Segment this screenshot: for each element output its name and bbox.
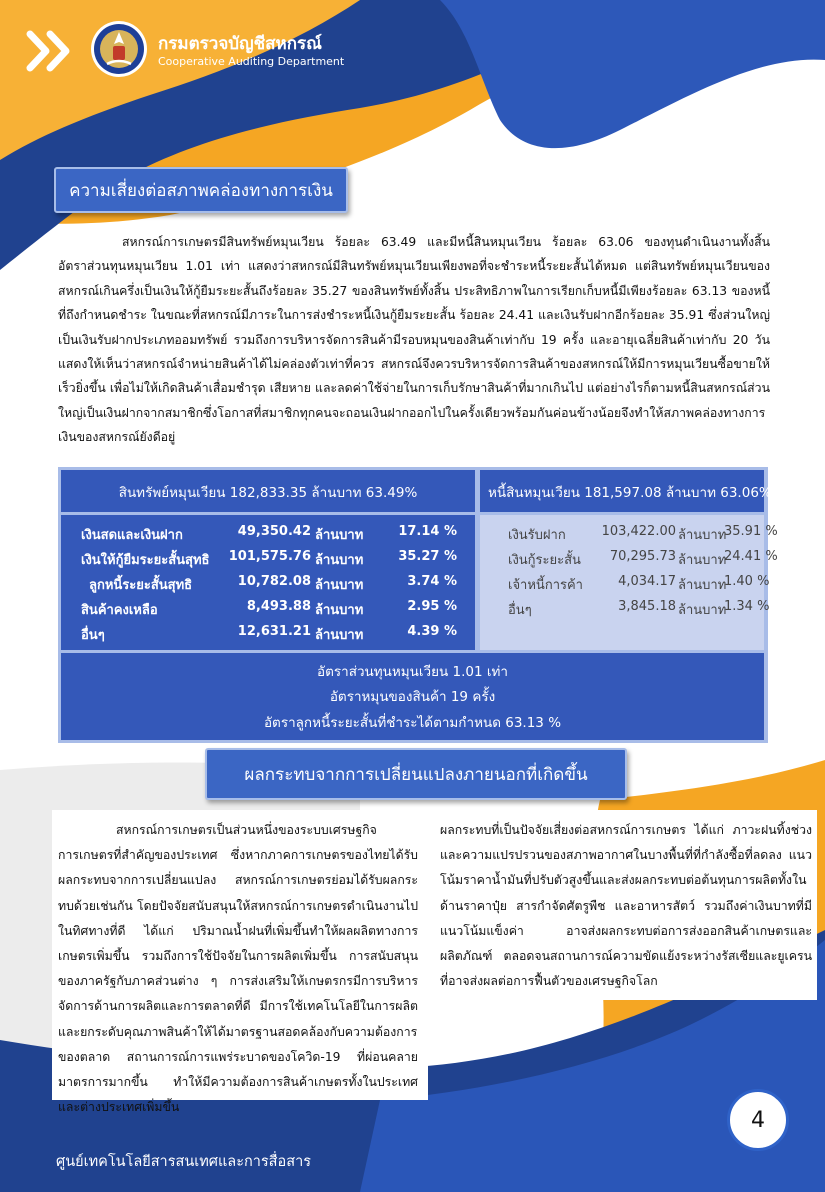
asset-unit: ล้านบาท: [315, 528, 364, 543]
org-name-english: Cooperative Auditing Department: [158, 55, 345, 68]
liability-amount: 103,422.00: [601, 524, 676, 539]
financial-summary-box: [58, 467, 778, 743]
liability-label: เจ้าหนี้การค้า: [508, 578, 583, 593]
working-capital-ratio: อัตราส่วนทุนหมุนเวียน 1.01 เท่า: [317, 664, 508, 680]
asset-amount: 12,631.21: [237, 624, 311, 639]
receivable-collection-rate: อัตราลูกหนี้ระยะสั้นที่ชำระได้ตามกำหนด 63.13 %: [263, 715, 562, 731]
external-impact-left-paragraph: สหกรณ์การเกษตรเป็นส่วนหนึ่งของระบบเศรษฐกิจการเกษตรที่สำคัญของประเทศ ซึ่งหากภาคการเกษตรของไทยได้รับผลกระทบจากการเปลี่ยนแปลง สหกรณ์การเกษตรย่อมได้รับผลกระทบด้วยเช่นกัน โดยปัจจัยสนับสนุนให้สหกรณ์การเกษตรดำเนินงานไปในทิศทางที่ดี ได้แก่ ปริมาณน้ำฝนที่เพิ่มขึ้นทำให้ผลผลิตทางการเกษตรเพิ่มขึ้น รวมถึงการใช้ปัจจัยในการผลิตเพิ่มขึ้น การสนับสนุนของภาครัฐกับภาคส่วนต่าง ๆ การส่งเสริมให้เกษตรกรมีการบริหารจัดการด้านการผลิตและการตลาดที่ดี มีการใช้เทคโนโลยีในการผลิตและยกระดับคุณภาพสินค้าให้ได้มาตรฐานสอดคล้องกับความต้องการของตลาด สถานการณ์การแพร่ระบาดของโควิด-19 ที่ผ่อนคลายมาตรการมากขึ้น ทำให้มีความต้องการสินค้าเกษตรทั้งในประเทศและต่างประเทศเพิ่มขึ้น: [58, 823, 418, 1115]
liability-amount: 3,845.18: [618, 599, 676, 614]
current-assets-header: [61, 470, 475, 512]
asset-amount: 10,782.08: [237, 574, 311, 589]
page-header: [0, 0, 825, 110]
footer-text: ศูนย์เทคโนโลยีสารสนเทศและการสื่อสาร: [56, 1154, 312, 1170]
inventory-turnover: อัตราหมุนของสินค้า 19 ครั้ง: [329, 689, 496, 705]
asset-percent: 17.14 %: [398, 524, 457, 539]
asset-label: เงินให้กู้ยืมระยะสั้นสุทธิ: [81, 553, 210, 568]
asset-amount: 49,350.42: [237, 524, 311, 539]
current-assets-title: สินทรัพย์หมุนเวียน 182,833.35 ล้านบาท 63.49%: [118, 485, 418, 501]
liability-unit: ล้านบาท: [678, 553, 727, 568]
asset-percent: 4.39 %: [407, 624, 457, 639]
current-liabilities-header: [480, 470, 772, 512]
liability-label: เงินกู้ระยะสั้น: [508, 553, 581, 568]
asset-unit: ล้านบาท: [315, 628, 364, 643]
ratios-panel: [61, 653, 764, 740]
current-liabilities-title: หนี้สินหมุนเวียน 181,597.08 ล้านบาท 63.06%: [488, 485, 772, 501]
current-assets-list: [61, 515, 475, 650]
asset-label: สินค้าคงเหลือ: [81, 603, 158, 618]
asset-label: เงินสดและเงินฝาก: [81, 528, 183, 543]
liability-unit: ล้านบาท: [678, 528, 727, 543]
department-emblem-icon: [90, 20, 148, 78]
double-chevron-right-icon: [24, 28, 76, 74]
section-title-liquidity-risk: ความเสี่ยงต่อสภาพคล่องทางการเงิน: [54, 167, 348, 213]
liability-amount: 70,295.73: [609, 549, 676, 564]
asset-unit: ล้านบาท: [315, 553, 364, 568]
liability-label: เงินรับฝาก: [508, 528, 566, 543]
asset-amount: 101,575.76: [228, 549, 311, 564]
liability-percent: 24.41 %: [724, 549, 778, 564]
asset-amount: 8,493.88: [246, 599, 311, 614]
liability-label: อื่นๆ: [508, 603, 532, 618]
asset-label: อื่นๆ: [81, 628, 105, 643]
page-number: 4: [727, 1089, 789, 1151]
external-impact-right-paragraph: ผลกระทบที่เป็นปัจจัยเสี่ยงต่อสหกรณ์การเกษตร ได้แก่ ภาวะฝนทิ้งช่วงและความแปรปรวนของสภาพอากาศในบางพื้นที่ที่กำลังซื้อที่ลดลง แนวโน้มราคาน้ำมันที่ปรับตัวสูงขึ้นและส่งผลกระทบต่อต้นทุนการผลิตทั้งในด้านราคาปุ๋ย สารกำจัดศัตรูพืช และอาหารสัตว์ รวมถึงค่าเงินบาทที่มีแนวโน้มแข็งค่า อาจส่งผลกระทบต่อการส่งออกสินค้าเกษตรและผลิตภัณฑ์ ตลอดจนสถานการณ์ความขัดแย้งระหว่างรัสเซียและยูเครนที่อาจส่งผลต่อการฟื้นตัวของเศรษฐกิจโลก: [440, 823, 812, 989]
liquidity-risk-paragraph: สหกรณ์การเกษตรมีสินทรัพย์หมุนเวียน ร้อยละ 63.49 และมีหนี้สินหมุนเวียน ร้อยละ 63.06 ของทุนดำเนินงานทั้งสิ้น อัตราส่วนทุนหมุนเวียน 1.01 เท่า แสดงว่าสหกรณ์มีสินทรัพย์หมุนเวียนเพียงพอที่จะชำระหนี้ระยะสั้นได้หมด แต่สินทรัพย์หมุนเวียนของสหกรณ์เกินครึ่งเป็นเงินให้กู้ยืมระยะสั้นถึงร้อยละ 35.27 ของสินทรัพย์ทั้งสิ้น ประสิทธิภาพในการเรียกเก็บหนี้มีเพียงร้อยละ 63.13 ของหนี้ที่ถึงกำหนดชำระ ในขณะที่สหกรณ์มีภาระในการส่งชำระหนี้เงินกู้ยืมระยะสั้น ร้อยละ 24.41 และเงินรับฝากอีกร้อยละ 35.91 ซึ่งส่วนใหญ่เป็นเงินรับฝากประเภทออมทรัพย์ รวมถึงการบริหารจัดการสินค้ามีรอบหมุนของสินค้าเท่ากับ 19 ครั้ง และอายุเฉลี่ยสินค้าเท่ากับ 20 วัน แสดงให้เห็นว่าสหกรณ์จำหน่ายสินค้าได้ไม่คล่องตัวเท่าที่ควร สหกรณ์จึงควรบริหารจัดการสินค้าของสหกรณ์ให้มีการหมุนเวียนซื้อขายให้เร็วยิ่งขึ้น เพื่อไม่ให้เกิดสินค้าเสื่อมชำรุด เสียหาย และลดค่าใช้จ่ายในการเก็บรักษาสินค้าที่มากเกินไป แต่อย่างไรก็ตามหนี้สินสหกรณ์ส่วนใหญ่เป็นเงินฝากจากสมาชิกซึ่งโอกาสที่สมาชิกทุกคนจะถอนเงินฝากออกไปในครั้งเดียวพร้อมกันค่อนข้างน้อยจึงทำให้สภาพคล่องทางการเงินของสหกรณ์ยังดีอยู่: [58, 235, 770, 445]
asset-percent: 35.27 %: [398, 549, 457, 564]
asset-percent: 2.95 %: [407, 599, 457, 614]
liability-unit: ล้านบาท: [678, 603, 727, 618]
liability-percent: 1.40 %: [724, 574, 770, 589]
asset-unit: ล้านบาท: [315, 578, 364, 593]
section-title-external-impact: ผลกระทบจากการเปลี่ยนแปลงภายนอกที่เกิดขึ้น: [205, 748, 627, 800]
liability-percent: 1.34 %: [724, 599, 770, 614]
liability-unit: ล้านบาท: [678, 578, 727, 593]
current-liabilities-list: [480, 515, 778, 650]
org-name-thai: กรมตรวจบัญชีสหกรณ์: [158, 34, 322, 54]
asset-unit: ล้านบาท: [315, 603, 364, 618]
asset-label: ลูกหนี้ระยะสั้นสุทธิ: [89, 578, 193, 593]
asset-percent: 3.74 %: [407, 574, 457, 589]
liability-percent: 35.91 %: [724, 524, 778, 539]
liability-amount: 4,034.17: [618, 574, 676, 589]
